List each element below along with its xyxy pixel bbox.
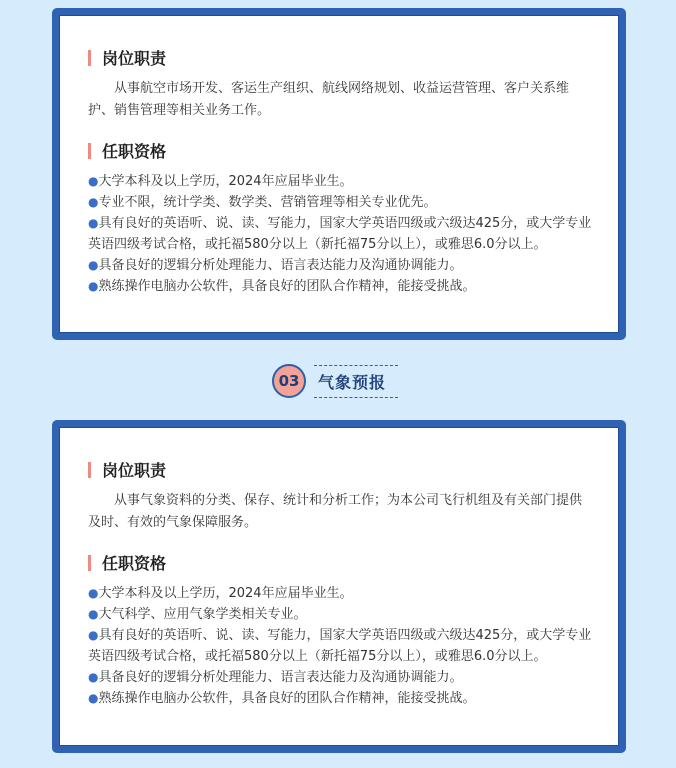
list-item: ●具有良好的英语听、说、读、写能力，国家大学英语四级或六级达425分，或大学专业英语四级考试合格，或托福580分以上（新托福75分以上），或雅思6.0分以上。 <box>88 628 592 664</box>
duty-heading-text: 岗位职责 <box>102 461 167 480</box>
requirements-heading <box>88 551 166 574</box>
list-item: ●具备良好的逻辑分析处理能力、语言表达能力及沟通协调能力。 <box>88 258 463 273</box>
bullet-icon: ● <box>88 628 99 642</box>
requirements-heading-text: 任职资格 <box>102 554 167 573</box>
requirements-list <box>88 583 596 709</box>
bullet-icon: ● <box>88 216 99 230</box>
bullet-icon: ● <box>88 279 99 293</box>
heading-accent-bar <box>88 50 91 66</box>
section-title <box>272 364 398 398</box>
bullet-icon: ● <box>88 586 99 600</box>
duty-description: 从事气象资料的分类、保存、统计和分析工作；为本公司飞行机组及有关部门提供及时、有效的气象保障服务。 <box>88 493 583 530</box>
requirements-list <box>88 171 596 297</box>
section-number-badge: 03 <box>272 364 306 398</box>
list-item: ●大学本科及以上学历，2024年应届毕业生。 <box>88 586 353 601</box>
bullet-icon: ● <box>88 195 99 209</box>
list-item: ●熟练操作电脑办公软件，具备良好的团队合作精神，能接受挑战。 <box>88 691 476 706</box>
heading-accent-bar <box>88 143 91 159</box>
list-item: ●熟练操作电脑办公软件，具备良好的团队合作精神，能接受挑战。 <box>88 279 476 294</box>
list-item: ●具备良好的逻辑分析处理能力、语言表达能力及沟通协调能力。 <box>88 670 463 685</box>
heading-accent-bar <box>88 555 91 571</box>
list-item: ●专业不限，统计学类、数学类、营销管理等相关专业优先。 <box>88 195 437 210</box>
requirements-heading <box>88 139 166 162</box>
list-item: ●具有良好的英语听、说、读、写能力，国家大学英语四级或六级达425分，或大学专业英语四级考试合格，或托福580分以上（新托福75分以上），或雅思6.0分以上。 <box>88 216 592 252</box>
duty-description: 从事航空市场开发、客运生产组织、航线网络规划、收益运营管理、客户关系维护、销售管理等相关业务工作。 <box>88 81 570 118</box>
requirements-heading-text: 任职资格 <box>102 142 167 161</box>
bullet-icon: ● <box>88 670 99 684</box>
bullet-icon: ● <box>88 174 99 188</box>
job-card-1 <box>52 8 626 340</box>
bullet-icon: ● <box>88 691 99 705</box>
bullet-icon: ● <box>88 607 99 621</box>
job-card-2-body <box>59 427 619 746</box>
job-card-1-body <box>59 15 619 333</box>
duty-heading <box>88 458 166 481</box>
list-item: ●大学本科及以上学历，2024年应届毕业生。 <box>88 174 353 189</box>
duty-heading <box>88 46 166 69</box>
heading-accent-bar <box>88 462 91 478</box>
bullet-icon: ● <box>88 258 99 272</box>
job-card-2 <box>52 420 626 753</box>
duty-heading-text: 岗位职责 <box>102 49 167 68</box>
list-item: ●大气科学、应用气象学类相关专业。 <box>88 607 307 622</box>
section-title-text: 气象预报 <box>314 365 398 398</box>
